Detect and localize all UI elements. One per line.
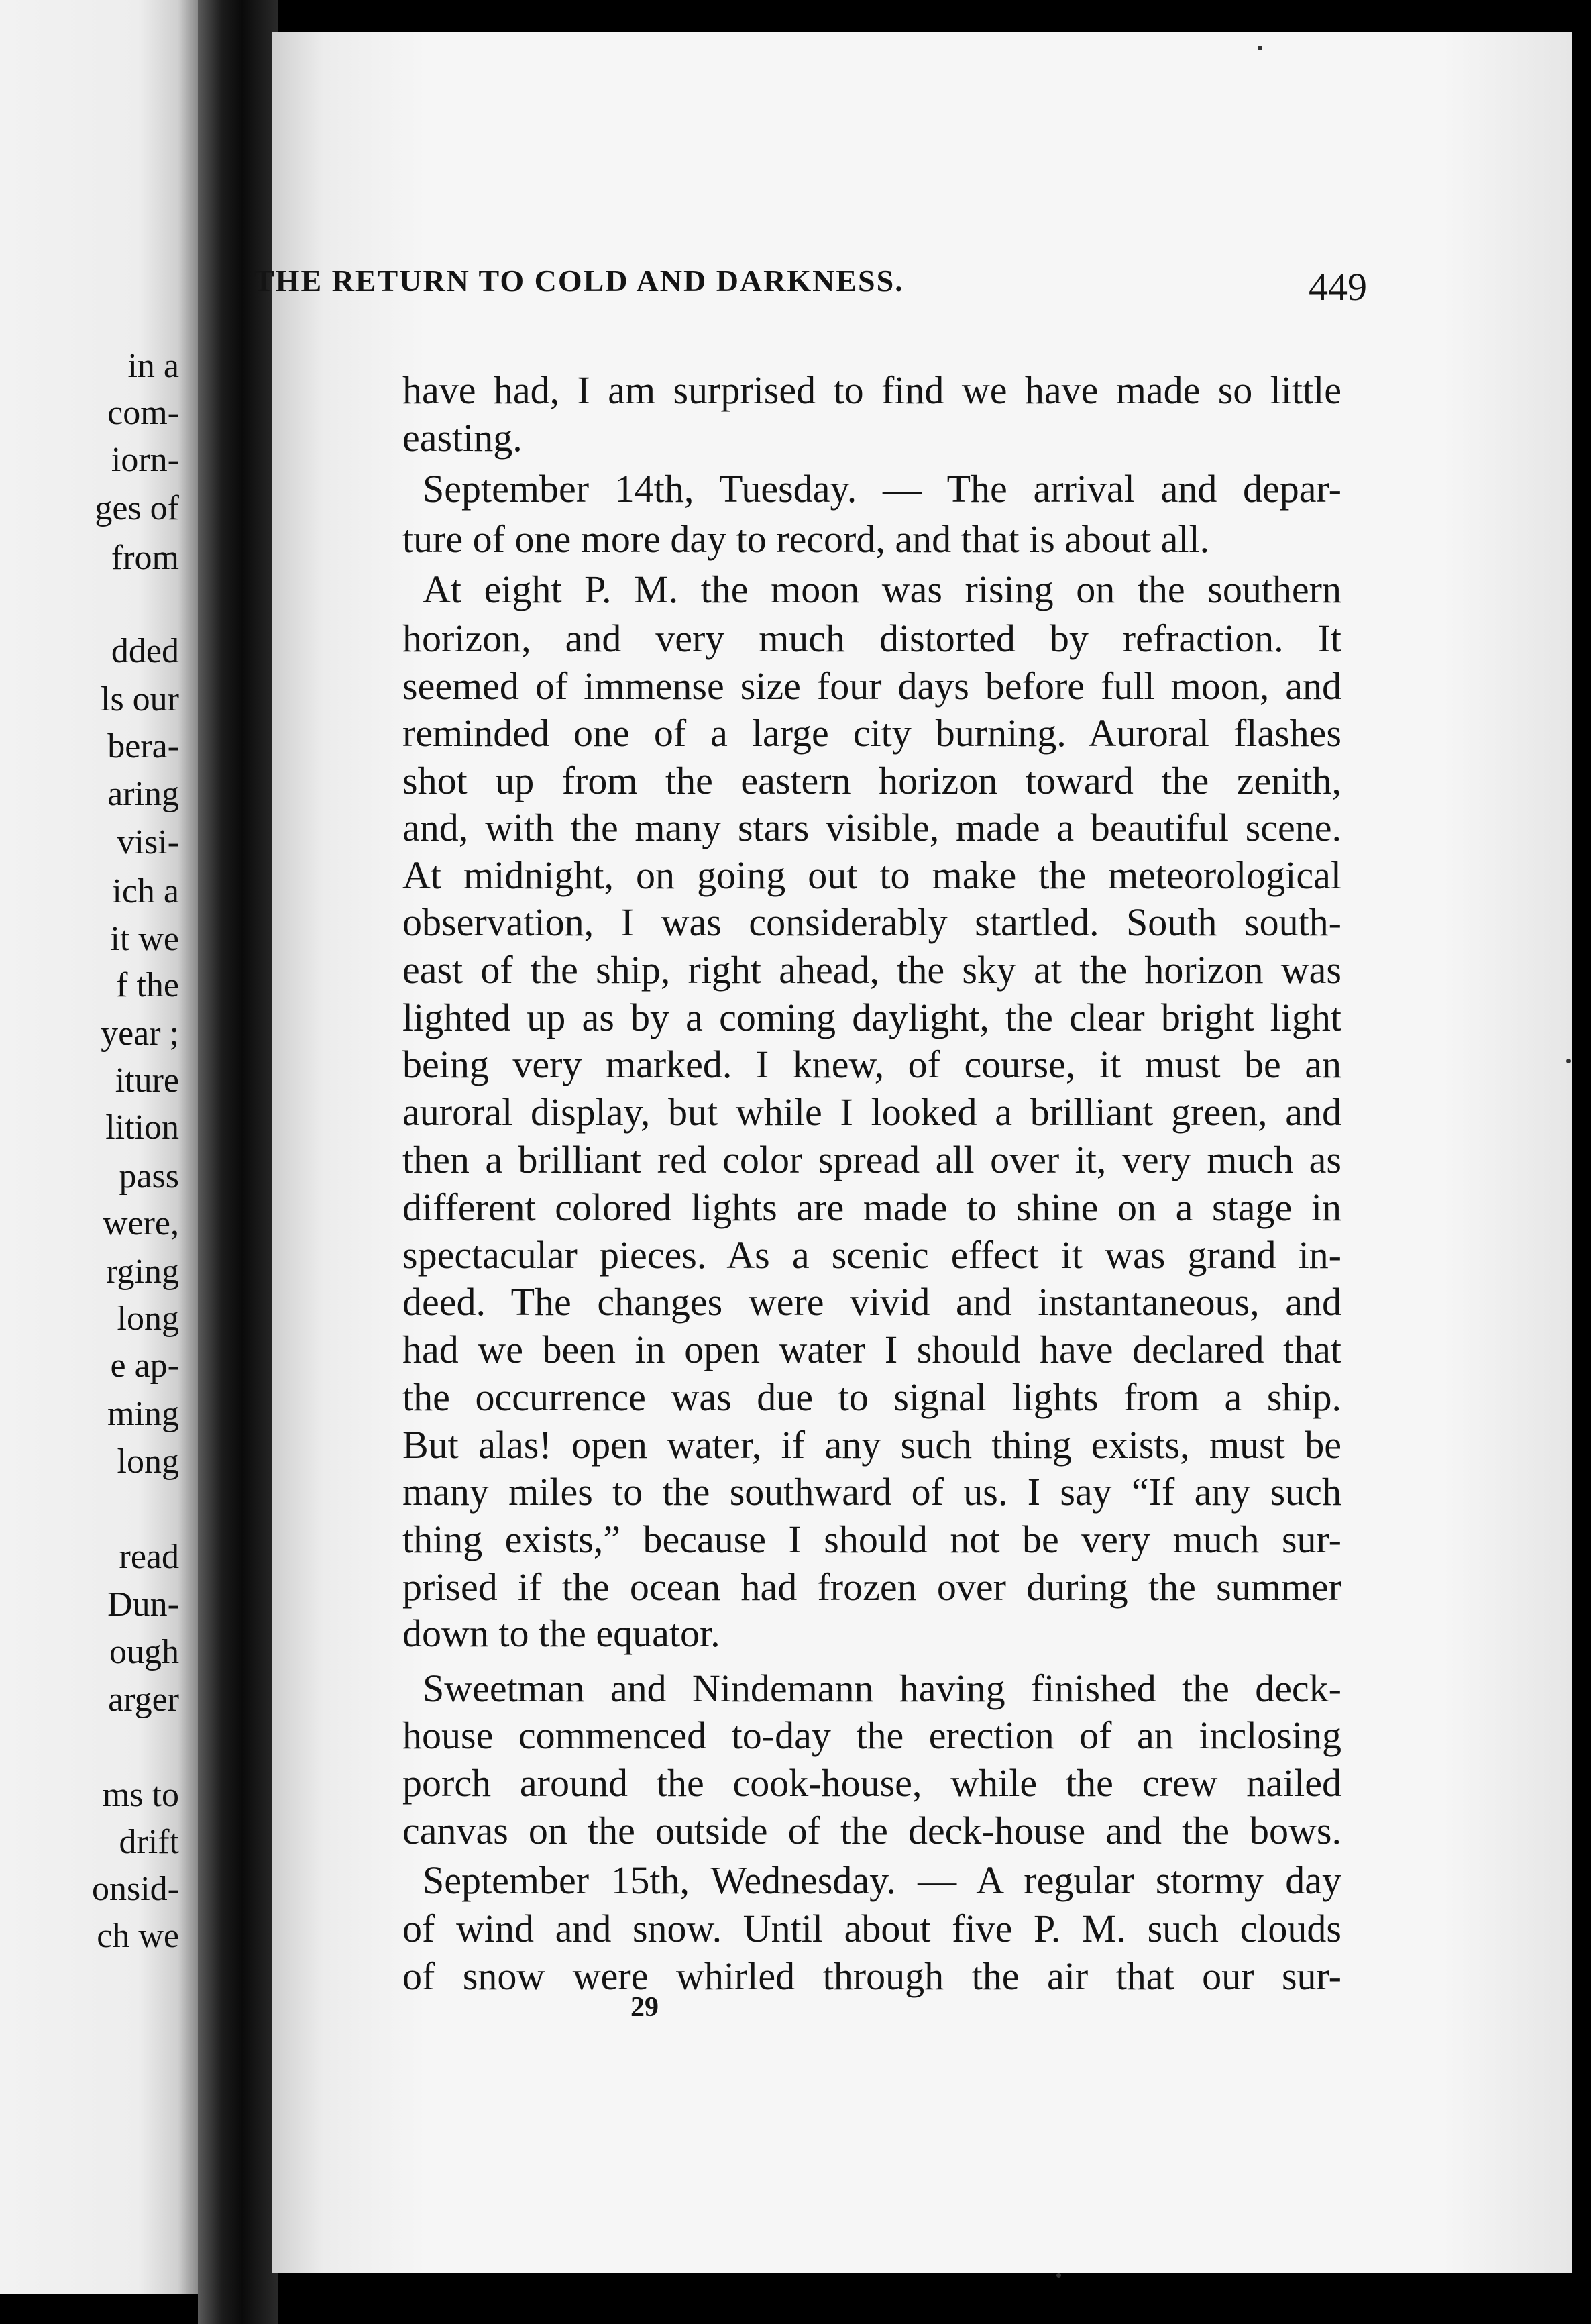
previous-page-line: aring bbox=[107, 775, 179, 813]
text-line: had we been in open water I should have declared that bbox=[402, 1328, 1341, 1371]
previous-page-line: ming bbox=[107, 1395, 179, 1433]
previous-page-line: drift bbox=[119, 1823, 179, 1861]
running-head bbox=[254, 263, 1367, 317]
text-line: have had, I am surprised to find we have made so little bbox=[402, 368, 1341, 412]
text-line: house commenced to-day the erection of an inclosing bbox=[402, 1713, 1341, 1757]
previous-page-line: from bbox=[111, 539, 179, 577]
previous-page-line: year ; bbox=[101, 1014, 179, 1053]
text-line: Sweetman and Nindemann having finished the deck- bbox=[423, 1667, 1341, 1710]
ink-speck bbox=[1566, 1059, 1571, 1063]
text-line: lighted up as by a coming daylight, the clear bright light bbox=[402, 996, 1341, 1039]
previous-page-line: visi- bbox=[117, 823, 179, 861]
text-line: canvas on the outside of the deck-house and the bows. bbox=[402, 1809, 1341, 1852]
text-line: horizon, and very much distorted by refraction. It bbox=[402, 617, 1341, 660]
previous-page-line: ich a bbox=[112, 872, 179, 910]
text-line: thing exists,” because I should not be very much sur- bbox=[402, 1518, 1341, 1561]
text-line: observation, I was considerably startled. South south- bbox=[402, 900, 1341, 944]
previous-page-line: lition bbox=[105, 1108, 179, 1147]
text-line: different colored lights are made to shine on a stage in bbox=[402, 1185, 1341, 1229]
text-line: September 15th, Wednesday. — A regular stormy day bbox=[423, 1858, 1341, 1902]
text-line: reminded one of a large city burning. Auroral flashes bbox=[402, 711, 1341, 755]
previous-page-line: were, bbox=[102, 1204, 179, 1243]
text-line: At eight P. M. the moon was rising on the southern bbox=[423, 568, 1341, 611]
text-line: many miles to the southward of us. I say “If any such bbox=[402, 1470, 1341, 1514]
text-line: the occurrence was due to signal lights from a ship. bbox=[402, 1375, 1341, 1419]
previous-page-line: ms to bbox=[102, 1776, 179, 1814]
text-line: But alas! open water, if any such thing exists, must be bbox=[402, 1423, 1341, 1467]
previous-page-line: e ap- bbox=[110, 1346, 179, 1385]
previous-page-line: pass bbox=[119, 1157, 179, 1196]
previous-page-line: Dun- bbox=[107, 1585, 179, 1624]
text-line: seemed of immense size four days before full moon, and bbox=[402, 664, 1341, 708]
text-line: down to the equator. bbox=[402, 1612, 720, 1655]
previous-page-line: rging bbox=[106, 1253, 179, 1291]
text-line: September 14th, Tuesday. — The arrival and depar- bbox=[423, 467, 1341, 511]
previous-page-line: f the bbox=[116, 966, 179, 1004]
previous-page bbox=[0, 0, 198, 2294]
previous-page-line: long bbox=[117, 1442, 179, 1481]
page-number: 449 bbox=[1309, 265, 1367, 309]
text-line: east of the ship, right ahead, the sky at the horizon was bbox=[402, 948, 1341, 992]
text-line: easting. bbox=[402, 416, 523, 460]
text-line: of snow were whirled through the air that our sur- bbox=[402, 1954, 1341, 1998]
previous-page-line: iorn- bbox=[111, 441, 179, 479]
ink-speck bbox=[1258, 46, 1262, 50]
signature-mark: 29 bbox=[630, 1992, 659, 2023]
running-title: THE RETURN TO COLD AND DARKNESS. bbox=[254, 264, 904, 298]
text-line: and, with the many stars visible, made a beautiful scene. bbox=[402, 806, 1341, 849]
text-line: At midnight, on going out to make the meteorological bbox=[402, 853, 1341, 897]
text-line: ture of one more day to record, and that is about all. bbox=[402, 517, 1210, 561]
previous-page-line: it we bbox=[110, 920, 179, 958]
previous-page-line: read bbox=[119, 1538, 179, 1576]
text-line: shot up from the eastern horizon toward the zenith, bbox=[402, 759, 1341, 802]
previous-page-line: arger bbox=[108, 1681, 179, 1719]
previous-page-line: ch we bbox=[97, 1917, 179, 1955]
text-line: porch around the cook-house, while the crew nailed bbox=[402, 1761, 1341, 1805]
previous-page-line: ough bbox=[109, 1633, 179, 1671]
text-line: being very marked. I knew, of course, it must be an bbox=[402, 1043, 1341, 1086]
text-line: deed. The changes were vivid and instantaneous, and bbox=[402, 1280, 1341, 1324]
previous-page-line: com- bbox=[107, 394, 179, 432]
previous-page-line: ls our bbox=[101, 680, 179, 719]
previous-page-line: long bbox=[117, 1300, 179, 1338]
text-line: spectacular pieces. As a scenic effect it was grand in- bbox=[402, 1233, 1341, 1277]
previous-page-line: ges of bbox=[95, 489, 179, 527]
previous-page-line: dded bbox=[111, 632, 179, 670]
previous-page-line: onsid- bbox=[92, 1870, 179, 1908]
text-line: of wind and snow. Until about five P. M. such clouds bbox=[402, 1907, 1341, 1950]
book-gutter bbox=[198, 0, 278, 2324]
text-line: then a brilliant red color spread all over it, very much as bbox=[402, 1138, 1341, 1181]
text-line: auroral display, but while I looked a brilliant green, and bbox=[402, 1090, 1341, 1134]
previous-page-line: iture bbox=[115, 1061, 179, 1100]
previous-page-line: bera- bbox=[107, 727, 179, 765]
text-line: prised if the ocean had frozen over during the summer bbox=[402, 1565, 1341, 1609]
ink-speck bbox=[1056, 2273, 1061, 2278]
previous-page-line: in a bbox=[127, 347, 179, 385]
